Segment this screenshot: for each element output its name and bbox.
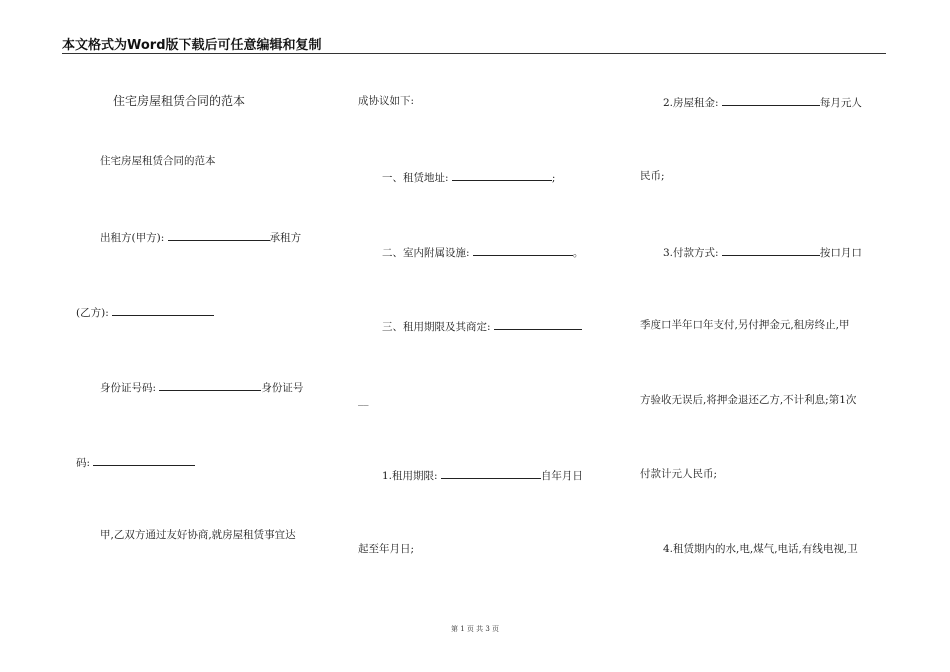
lessee-blank [112,304,214,316]
term-line [382,467,583,483]
rent-line [663,94,862,110]
negotiation-text: 甲,乙双方通过友好协商,就房屋租赁事宜达 [100,529,296,541]
payment-blank [722,244,820,256]
item3-label: 三、租用期限及其商定: [382,321,491,333]
lessee-line [76,304,214,320]
id2-suffix: 码: [76,457,91,469]
lessee-suffix: (乙方): [76,307,109,319]
page-footer: 第 1 页 共 3 页 [450,625,500,633]
utilities-text: 4.租赁期内的水,电,煤气,电话,有线电视,卫 [663,543,858,555]
agreement-text: 成协议如下: [358,95,415,107]
item1-blank [452,169,552,181]
document-header [62,34,886,54]
payment-line2: 季度口半年口年支付,另付押金元,租房终止,甲 [640,319,850,331]
rent-label: 2.房屋租金: [663,97,719,109]
lessor-label: 出租方(甲方): [100,232,165,244]
payment-line [663,244,862,260]
lessor-line [100,229,301,245]
item1-end: ; [551,172,556,184]
item3-continuation: __ [358,394,369,406]
contract-title: 住宅房屋租赁合同的范本 [113,94,246,108]
term-label: 1.租用期限: [382,470,438,482]
rent-blank [722,94,820,106]
item3-line [382,318,582,334]
lessee-prefix: 承租方 [269,232,302,244]
rent-suffix: 每月元人 [819,97,862,109]
term-blank [441,467,541,479]
id-label: 身份证号码: [100,382,157,394]
id2-blank [93,454,195,466]
contract-subtitle: 住宅房屋租赁合同的范本 [100,155,216,167]
term-to: 起至年月日; [358,543,415,555]
id-line [100,379,303,395]
payment-label: 3.付款方式: [663,247,719,259]
term-from: 自年月日 [540,470,583,482]
item2-line [382,244,583,260]
item2-end: 。 [572,247,584,259]
item1-line [382,169,555,185]
id-blank [159,379,261,391]
item1-label: 一、租赁地址: [382,172,449,184]
lessor-blank [168,229,270,241]
item2-blank [473,244,573,256]
id2-line [76,454,195,470]
header-text: 本文格式为Word版下载后可任意编辑和复制 [62,38,322,53]
item2-label: 二、室内附属设施: [382,247,470,259]
item3-blank [494,318,582,330]
id2-prefix: 身份证号 [261,382,304,394]
payment-suffix: 按口月口 [819,247,862,259]
payment-line4: 付款计元人民币; [640,468,718,480]
payment-line3: 方验收无误后,将押金退还乙方,不计利息;第1次 [640,394,857,406]
rent-currency: 民币; [640,170,665,182]
